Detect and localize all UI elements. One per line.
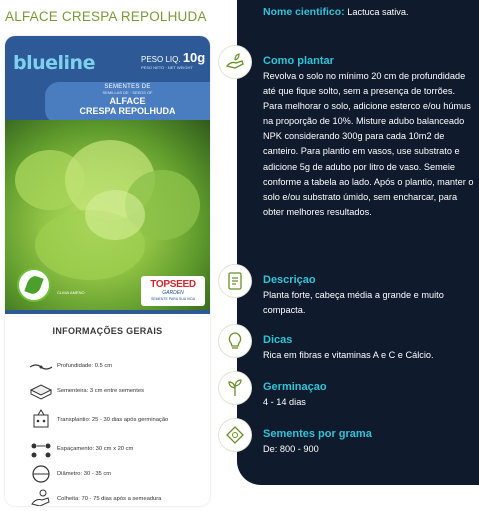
seeds-per-gram-heading: Sementes por grama xyxy=(263,428,372,440)
weight-value: 10g xyxy=(182,50,206,65)
variety-name xyxy=(45,96,210,116)
planting-hand-icon xyxy=(219,46,251,78)
checklist-icon xyxy=(219,265,251,297)
depth-icon xyxy=(28,355,54,377)
product-title: ALFACE CRESPA REPOLHUDA xyxy=(5,9,207,24)
weight-label xyxy=(141,50,205,65)
weight-sub: PESO NETO · NET WEIGHT xyxy=(141,65,193,70)
germination-heading: Germinaçao xyxy=(263,381,327,393)
harvest-hand-icon xyxy=(28,488,54,506)
seeds-per-gram-body: De: 800 - 900 xyxy=(263,444,319,454)
description-heading: Descriçao xyxy=(263,274,316,286)
germination-body: 4 - 14 dias xyxy=(263,397,306,407)
topseed-tagline: SEMENTE PARA SUA VIDA xyxy=(150,297,196,301)
variety-line-1: ALFACE xyxy=(109,96,146,106)
info-harvest-text: Colheita: 70 - 75 dias após a semeadura xyxy=(57,496,162,502)
variety-band xyxy=(45,82,210,124)
planting-heading: Como plantar xyxy=(263,55,334,67)
brand-logo: blueline xyxy=(13,52,95,74)
seeds-label: SEMENTES DE xyxy=(104,84,151,90)
info-diameter-text: Diâmetro: 30 - 35 cm xyxy=(57,471,112,477)
info-row-depth xyxy=(28,355,112,377)
organic-badge-icon xyxy=(17,268,51,302)
info-row-sowing xyxy=(28,380,144,402)
sprout-icon xyxy=(219,372,251,404)
lightbulb-icon xyxy=(219,325,251,357)
seed-packet-image xyxy=(5,36,210,506)
planting-section xyxy=(263,54,475,220)
seed-packet-icon xyxy=(219,419,251,451)
info-spacing-text: Espaçamento: 30 cm x 20 cm xyxy=(57,446,134,452)
info-row-spacing xyxy=(28,438,133,460)
description-body: Planta forte, cabeça média a grande e muito compacta. xyxy=(263,290,444,316)
climate-label: CLIMA AMENO xyxy=(57,290,85,295)
tips-section xyxy=(263,333,475,363)
scientific-name-label: Nome cientifico: xyxy=(263,6,345,18)
germination-section xyxy=(263,380,475,410)
scientific-name xyxy=(263,6,409,18)
spacing-icon xyxy=(28,438,54,460)
seeds-sub: SEMILLAS DE · SEEDS OF xyxy=(102,90,153,95)
seedbed-icon xyxy=(28,380,54,402)
transplant-icon xyxy=(28,409,54,431)
tips-body: Rica em fibras e vitaminas A e C e Cálcio. xyxy=(263,350,434,360)
info-row-diameter xyxy=(28,463,111,485)
topseed-name-b: EED xyxy=(176,279,196,290)
info-transplant-text: Transplantio: 25 - 30 dias após germinação xyxy=(57,417,169,423)
info-sowing-text: Sementeira: 3 cm entre sementes xyxy=(57,388,144,394)
topseed-logo xyxy=(141,276,205,306)
diameter-icon xyxy=(28,463,54,485)
tips-heading: Dicas xyxy=(263,334,293,346)
weight-label-text: PESO LIQ. xyxy=(141,55,181,64)
info-row-harvest xyxy=(28,488,161,506)
topseed-sub: GARDEN xyxy=(162,290,184,296)
info-row-transplant xyxy=(28,409,168,431)
info-title: INFORMAÇÕES GERAIS xyxy=(52,326,163,336)
scientific-name-value: Lactuca sativa. xyxy=(347,7,409,17)
description-section xyxy=(263,273,475,318)
planting-body: Revolva o solo no mínimo 20 cm de profundidade até que fique solto, sem a presença de torrões. Para melhorar o solo, adicione esterco e/ou húmus na proporção de 10%. Misture adubo balanceado NPK considerando 300g para cada 10m2 de canteiro. Para plantio em vasos, use substrato e adicione 5g de adubo por litro de vaso. Semeie conforme a tabela ao lado. Após o plantio, manter o solo e/ou substrato úmido, sem encharcar, para obter melhores resultados. xyxy=(263,71,474,217)
variety-line-2: CRESPA REPOLHUDA xyxy=(79,106,176,116)
topseed-name-a: TOPS xyxy=(150,279,177,290)
seeds-per-gram-section xyxy=(263,427,475,457)
packet-front xyxy=(5,36,210,314)
info-depth-text: Profundidade: 0.5 cm xyxy=(57,363,113,369)
topseed-name xyxy=(141,279,205,290)
